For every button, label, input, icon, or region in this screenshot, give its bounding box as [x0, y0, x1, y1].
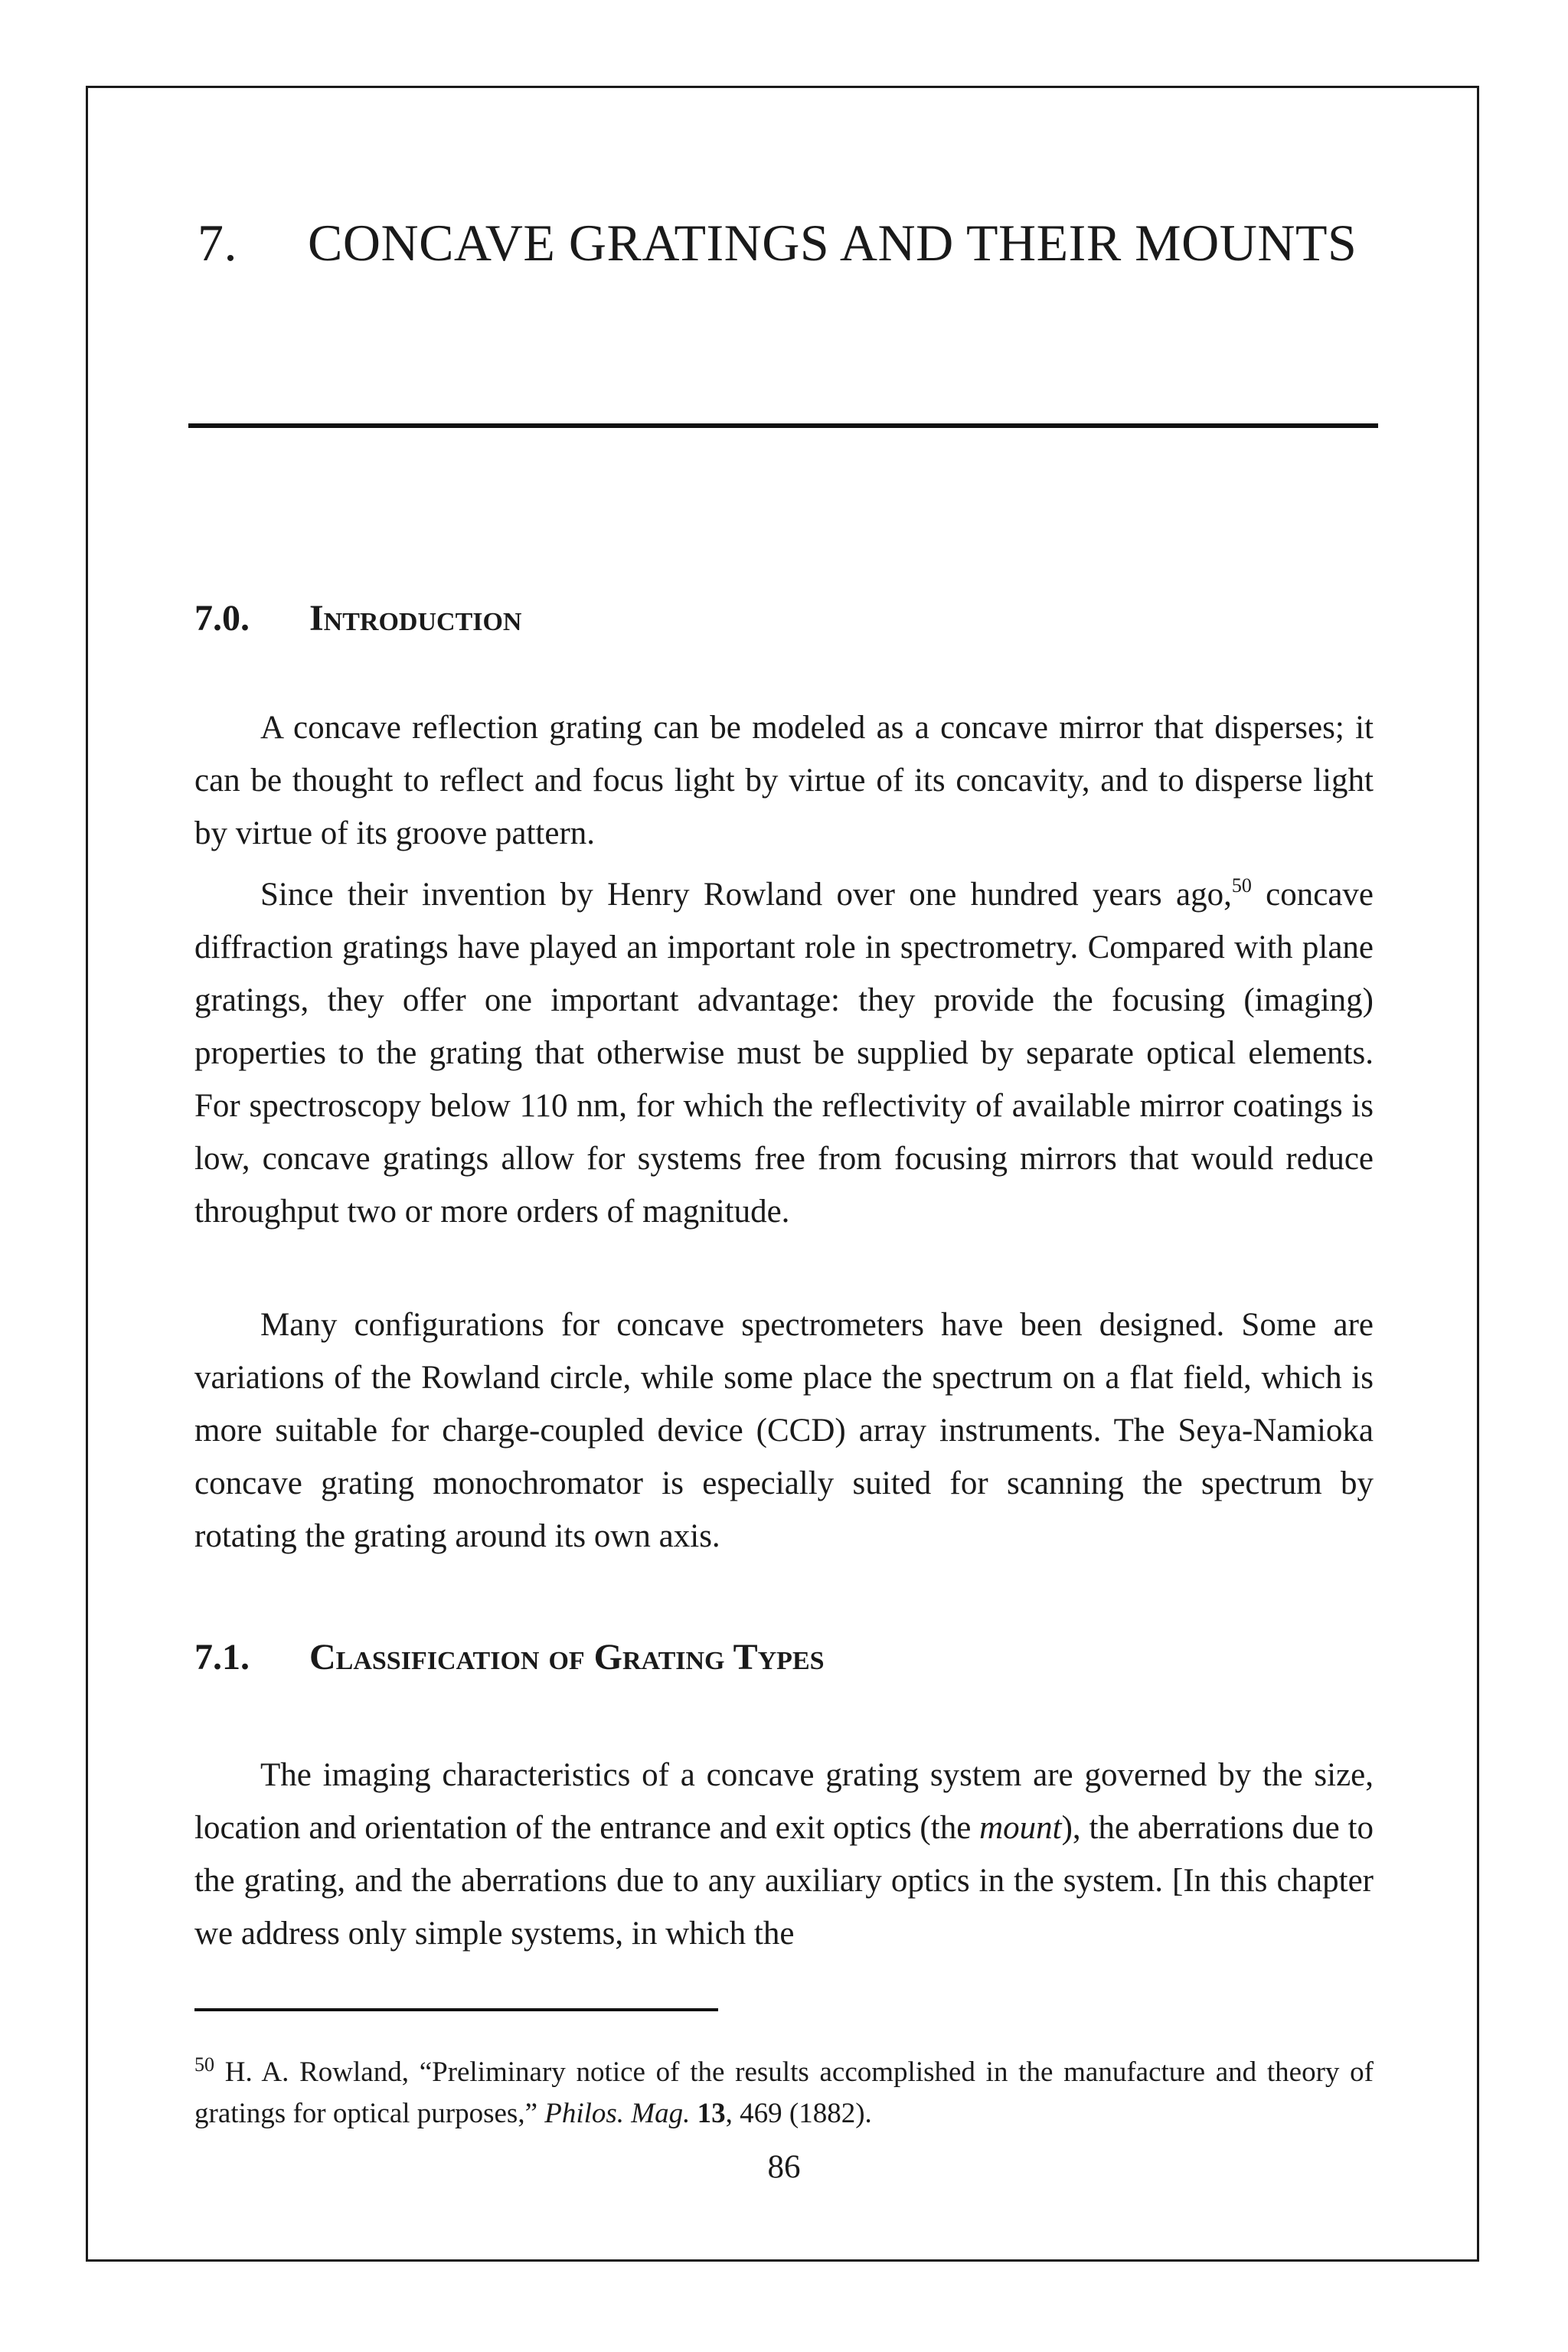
classification-paragraph-1: [194, 1749, 1374, 1960]
footnote-rule: [194, 2008, 718, 2011]
classification-text-b: ), the aberrations due to the grating, and the aberrations due to any auxiliary optics in the system. [In this chapter we address only simple systems, in which the: [194, 1810, 1374, 1952]
intro-paragraph-2-text-a: Since their invention by Henry Rowland over one hundred years ago,: [260, 877, 1232, 913]
section-number-classification: 7.1.: [194, 1637, 250, 1677]
page-number: 86: [767, 2149, 801, 2185]
section-number-intro: 7.0.: [194, 598, 250, 639]
intro-paragraph-3: [194, 1298, 1374, 1563]
footnote: [194, 2052, 1374, 2135]
intro-paragraph-3-text: Many configurations for concave spectrometers have been designed. Some are variations of the Rowland circle, while some place the spectrum on a flat field, which is more suitable for charge-coupled device (CCD) array instruments. The Seya-Namioka concave grating monochromator is especially suited for scanning the spectrum by rotating the grating around its own axis.: [194, 1307, 1374, 1554]
chapter-number: 7.: [198, 214, 237, 272]
section-title-classification: Classification of Grating Types: [309, 1637, 825, 1677]
footnote-volume: 13: [697, 2098, 726, 2129]
intro-paragraph-2: [194, 868, 1374, 1238]
chapter-title: CONCAVE GRATINGS AND THEIR MOUNTS: [308, 214, 1357, 272]
footnote-text: H. A. Rowland, “Preliminary notice of the results accomplished in the manufacture and theory of gratings for optical purposes,”: [194, 2056, 1374, 2129]
footnote-journal: Philos. Mag.: [544, 2098, 691, 2129]
mount-term: mount: [979, 1810, 1062, 1846]
section-title-intro: Introduction: [309, 598, 522, 639]
classification-text-a: The imaging characteristics of a concave grating system are governed by the size, location and orientation of the entrance and exit optics (the: [194, 1757, 1374, 1846]
intro-paragraph-1-text: A concave reflection grating can be modeled as a concave mirror that disperses; it can be thought to reflect and focus light by virtue of its concavity, and to disperse light by virtue of its groove pattern.: [194, 710, 1374, 851]
footnote-number: 50: [194, 2053, 214, 2076]
footnote-pages-year: , 469 (1882).: [725, 2098, 872, 2129]
footnote-reference[interactable]: 50: [1231, 874, 1252, 897]
intro-paragraph-2-text-b: concave diffraction gratings have played an important role in spectrometry. Compared with plane gratings, they offer one important advantage: they provide the focusing (imaging) properties to the grating that otherwise must be supplied by separate optical elements. For spectroscopy below 110 nm, for which the reflectivity of available mirror coatings is low, concave gratings allow for systems free from focusing mirrors that would reduce throughput two or more orders of magnitude.: [194, 877, 1374, 1230]
intro-paragraph-1: [194, 701, 1374, 860]
title-rule: [188, 423, 1378, 428]
